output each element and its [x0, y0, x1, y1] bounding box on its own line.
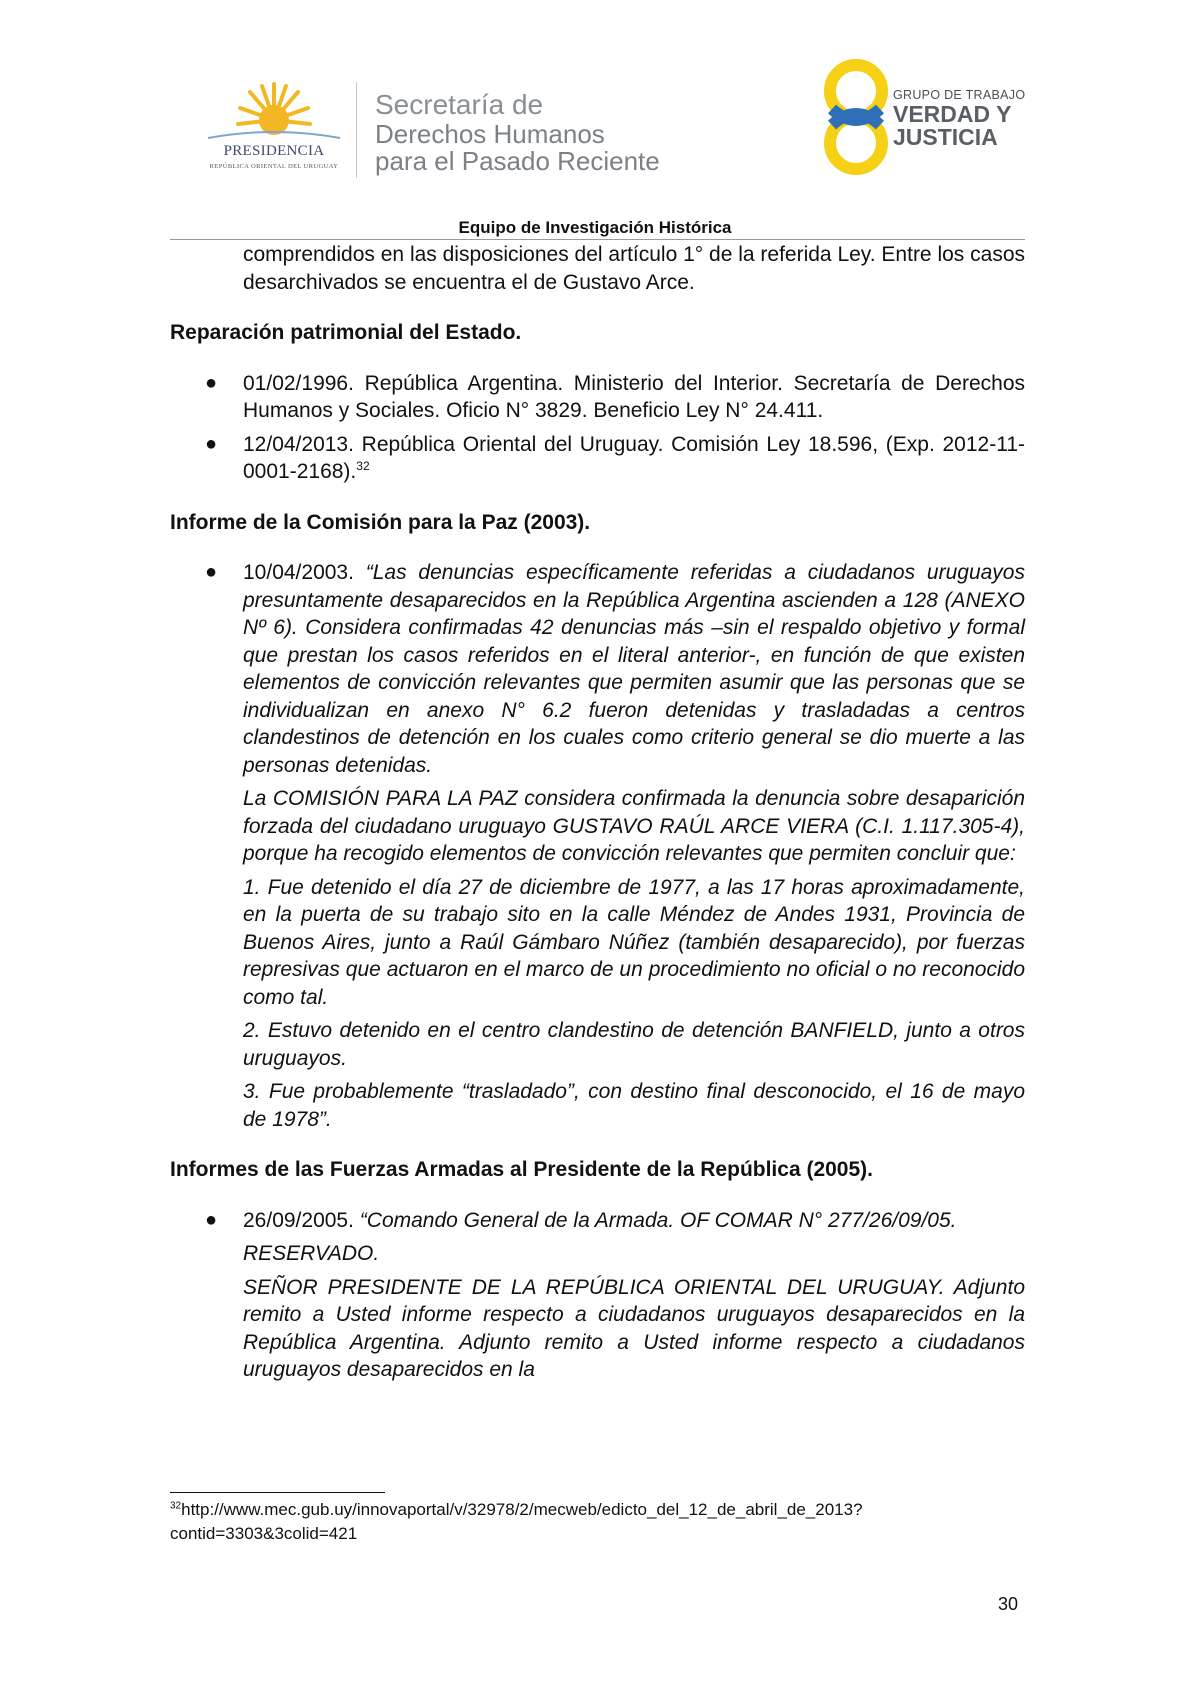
- quote-paragraph: RESERVADO.: [243, 1242, 380, 1265]
- header-divider: [356, 82, 357, 178]
- footnote-link[interactable]: http://www.mec.gub.uy/innovaportal/v/32978/2/mecweb/edicto_del_12_de_abril_de_2013? contid=3303&3colid=421: [170, 1500, 863, 1543]
- header-rule: [170, 239, 1025, 240]
- section-title-reparacion: Reparación patrimonial del Estado.: [170, 321, 522, 344]
- quote-paragraph: 2. Estuvo detenido en el centro clandestino de detención BANFIELD, junto a otros uruguayos.: [243, 1019, 1025, 1070]
- list-item: [205, 431, 1025, 486]
- gvj-label-line2: VERDAD Y: [893, 101, 1012, 127]
- section-title-fuerzas-armadas: Informes de las Fuerzas Armadas al Presidente de la República (2005).: [170, 1158, 873, 1181]
- footnote-rule: [170, 1492, 385, 1493]
- footnote: [170, 1498, 1030, 1546]
- secretaria-title-line3: para el Pasado Reciente: [375, 146, 660, 176]
- footnote-number: 32: [170, 1500, 182, 1512]
- list-item: [205, 559, 1025, 1133]
- section-title-comision-paz: Informe de la Comisión para la Paz (2003).: [170, 510, 591, 534]
- quote-text: “Comando General de la Armada. OF COMAR N° 277/26/09/05.: [359, 1208, 957, 1232]
- quote-paragraph: La COMISIÓN PARA LA PAZ considera confirmada la denuncia sobre desaparición forzada del ciudadano uruguayo GUSTAVO RAÚL ARCE VIERA (C.I. 1.117.305-4), porque ha recogido elementos de convicción relevantes que permiten concluir que:: [243, 787, 1025, 865]
- list-item-text: 01/02/1996. República Argentina. Ministerio del Interior. Secretaría de Derechos Humanos y Sociales. Oficio N° 3829. Beneficio Ley N° 24.411.: [243, 371, 1025, 422]
- quote-text: “Las denuncias específicamente referidas a ciudadanos uruguayos presuntamente desaparecidos en la República Argentina ascienden a 128 (ANEXO Nº 6). Considera confirmadas 42 denuncias más –sin el respaldo objetivo y formal que prestan los casos referidos en el literal anterior-, en función de que existen elementos de convicción relevantes que permiten asumir que las personas que se individualizan en anexo N° 6.2 fueron detenidas y trasladadas a centros clandestinos de detención en los cuales como criterio general se dio muerte a las personas detenidas.: [243, 561, 1025, 777]
- bullet-icon: ●: [205, 1208, 218, 1231]
- document-body: [170, 241, 1025, 1384]
- list-item: [205, 370, 1025, 425]
- list-item-text: 12/04/2013. República Oriental del Uruguay. Comisión Ley 18.596, (Exp. 2012-11-0001-2168).: [243, 432, 1025, 483]
- gvj-label-line3: JUSTICIA: [893, 124, 998, 150]
- bullet-icon: ●: [205, 432, 218, 455]
- list-item: [205, 1207, 1025, 1384]
- secretaria-title-line1: Secretaría de: [375, 89, 544, 120]
- page-number: 30: [998, 1594, 1019, 1614]
- secretaria-title-line2: Derechos Humanos: [375, 119, 605, 149]
- page-header: [0, 0, 1190, 240]
- footnote-reference[interactable]: 32: [356, 459, 370, 473]
- entry-date: 26/09/2005.: [243, 1208, 360, 1232]
- presidencia-label: PRESIDENCIA: [223, 143, 325, 159]
- quote-paragraph: SEÑOR PRESIDENTE DE LA REPÚBLICA ORIENTAL DEL URUGUAY. Adjunto remito a Usted informe respecto a ciudadanos uruguayos desaparecidos en la República Argentina. Adjunto remito a Usted informe respecto a ciudadanos uruguayos desaparecidos en la: [243, 1275, 1025, 1381]
- quote-paragraph: 1. Fue detenido el día 27 de diciembre de 1977, a las 17 horas aproximadamente, en la puerta de su trabajo sito en la calle Méndez de Andes 1931, Provincia de Buenos Aires, junto a Raúl Gámbaro Núñez (también desaparecido), por fuerzas represivas que actuaron en el marco de un procedimiento no oficial o no reconocido como tal.: [243, 875, 1025, 1009]
- team-title: Equipo de Investigación Histórica: [458, 218, 732, 237]
- quote-paragraph: 3. Fue probablemente “trasladado”, con destino final desconocido, el 16 de mayo de 1978”.: [243, 1080, 1025, 1131]
- entry-date: 10/04/2003.: [243, 561, 366, 584]
- bullet-icon: ●: [205, 561, 218, 583]
- gvj-label-line1: GRUPO DE TRABAJO: [893, 88, 1026, 102]
- presidencia-sublabel: REPÚBLICA ORIENTAL DEL URUGUAY: [209, 163, 339, 170]
- intro-paragraph: comprendidos en las disposiciones del artículo 1° de la referida Ley. Entre los casos desarchivados se encuentra el de Gustavo Arce.: [243, 243, 1025, 294]
- bullet-icon: ●: [205, 371, 218, 394]
